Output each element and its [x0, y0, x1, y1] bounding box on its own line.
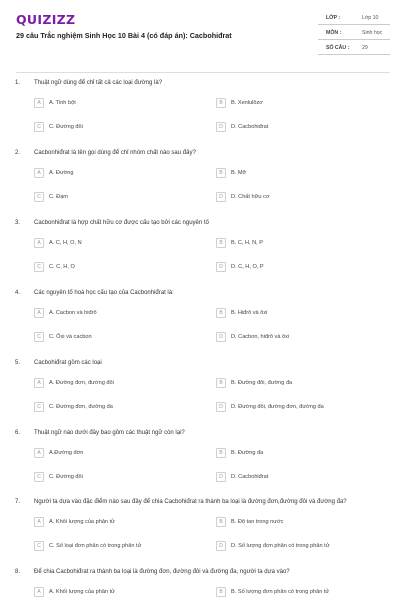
option-letter-box: D — [216, 192, 226, 202]
option-letter-box: C — [34, 472, 44, 482]
info-value: Sinh học — [362, 30, 383, 36]
option-b[interactable] — [216, 587, 366, 597]
option-text: C. Đường đôi — [49, 474, 83, 480]
option-letter-box: C — [34, 541, 44, 551]
option-letter-box: A — [34, 308, 44, 318]
question-number: 2. — [15, 150, 21, 156]
option-d[interactable] — [216, 472, 366, 482]
option-a[interactable] — [34, 517, 184, 527]
option-letter-box: A — [34, 378, 44, 388]
option-letter-box: B — [216, 168, 226, 178]
option-letter-box: D — [216, 262, 226, 272]
option-letter-box: D — [216, 402, 226, 412]
option-letter-box: D — [216, 122, 226, 132]
info-label: MÔN : — [326, 30, 342, 36]
option-letter-box: C — [34, 192, 44, 202]
question-text: Để chia Cacbohiđrat ra thành ba loại là đường đơn, đường đôi và đường đa, người ta dựa vào? — [34, 569, 290, 575]
option-a[interactable] — [34, 448, 184, 458]
option-letter-box: C — [34, 402, 44, 412]
option-letter-box: D — [216, 332, 226, 342]
option-text: C. Đạm — [49, 194, 68, 200]
info-value: 29 — [362, 45, 368, 51]
question-number: 7. — [15, 499, 21, 505]
option-letter-box: B — [216, 517, 226, 527]
option-letter-box: C — [34, 262, 44, 272]
option-text: A. Khối lượng của phân tử — [49, 589, 115, 595]
option-text: A. C, H, O, N — [49, 240, 82, 246]
info-row-class — [318, 10, 390, 25]
option-text: B. Xenlulôzơ — [231, 100, 263, 106]
info-value: Lớp 10 — [362, 15, 379, 21]
option-text: A. Đường — [49, 170, 74, 176]
option-text: A. Tinh bột — [49, 100, 76, 106]
option-c[interactable] — [34, 262, 184, 272]
option-text: C. C, H, O — [49, 264, 75, 270]
option-a[interactable] — [34, 168, 184, 178]
option-text: D. Cacbohiđrat — [231, 124, 269, 130]
option-text: D. Đường đôi, đường đơn, đường đa — [231, 404, 324, 410]
option-d[interactable] — [216, 192, 366, 202]
quizizz-logo: QUIZIZZ — [16, 12, 76, 27]
option-letter-box: A — [34, 98, 44, 108]
option-c[interactable] — [34, 192, 184, 202]
question-text: Thuật ngữ nào dưới đây bao gồm các thuật ngữ còn lại? — [34, 430, 185, 436]
question-number: 4. — [15, 290, 21, 296]
option-text: A. Đường đơn, đường đôi — [49, 380, 114, 386]
question-text: Cacbohiđrat gồm các loại — [34, 360, 102, 366]
option-c[interactable] — [34, 402, 184, 412]
question-text: Cacbonhiđrat là hợp chất hữu cơ được cấu tạo bởi các nguyên tố — [34, 220, 209, 226]
option-a[interactable] — [34, 98, 184, 108]
option-letter-box: B — [216, 587, 226, 597]
info-label: SỐ CÂU : — [326, 45, 350, 51]
question-text: Cacbonhiđrat là tên gọi dùng để chỉ nhóm chất nào sau đây? — [34, 150, 196, 156]
option-text: D. C, H, O, P — [231, 264, 264, 270]
option-b[interactable] — [216, 238, 366, 248]
option-text: C. Đường đơn, đường đa — [49, 404, 113, 410]
option-letter-box: B — [216, 308, 226, 318]
question-number: 3. — [15, 220, 21, 226]
question-text: Thuật ngữ dùng để chỉ tất cả các loại đường là? — [34, 80, 163, 86]
option-letter-box: B — [216, 238, 226, 248]
option-d[interactable] — [216, 541, 366, 551]
info-row-subject — [318, 25, 390, 40]
option-letter-box: B — [216, 448, 226, 458]
option-text: C. Đường đôi — [49, 124, 83, 130]
option-b[interactable] — [216, 308, 366, 318]
option-text: C. Số loại đơn phân có trong phân tử — [49, 543, 142, 549]
option-text: A. Khối lượng của phân tử — [49, 519, 115, 525]
question-text: Người ta dựa vào đặc điểm nào sau đây để chia Cacbohiđrat ra thành ba loại là đường đơn,đường đôi và đường đa? — [34, 499, 347, 505]
question-number: 5. — [15, 360, 21, 366]
option-letter-box: A — [34, 517, 44, 527]
option-letter-box: C — [34, 122, 44, 132]
option-a[interactable] — [34, 378, 184, 388]
option-c[interactable] — [34, 122, 184, 132]
option-text: A. Cacbon và hiđrô — [49, 310, 97, 316]
option-letter-box: D — [216, 541, 226, 551]
option-letter-box: A — [34, 587, 44, 597]
option-text: D. Cacbohiđrat — [231, 474, 269, 480]
option-letter-box: C — [34, 332, 44, 342]
option-text: D. Số lượng đơn phân có trong phân tử — [231, 543, 330, 549]
option-a[interactable] — [34, 587, 184, 597]
option-text: C. Ôxi và cacbon — [49, 334, 92, 340]
option-a[interactable] — [34, 308, 184, 318]
option-letter-box: A — [34, 448, 44, 458]
option-d[interactable] — [216, 122, 366, 132]
option-letter-box: B — [216, 98, 226, 108]
option-text: B. Đường đa — [231, 450, 264, 456]
option-d[interactable] — [216, 332, 366, 342]
question-text: Các nguyên tố hoá học cấu tạo của Cacbonhiđrat là: — [34, 290, 174, 296]
option-letter-box: A — [34, 168, 44, 178]
option-text: B. Mỡ — [231, 170, 247, 176]
option-b[interactable] — [216, 98, 366, 108]
question-number: 6. — [15, 430, 21, 436]
option-text: A.Đường đơn — [49, 450, 84, 456]
option-d[interactable] — [216, 402, 366, 412]
question-number: 8. — [15, 569, 21, 575]
option-c[interactable] — [34, 472, 184, 482]
worksheet-header — [0, 0, 400, 78]
option-a[interactable] — [34, 238, 184, 248]
option-d[interactable] — [216, 262, 366, 272]
option-text: B. Độ tan trong nước — [231, 519, 284, 525]
option-text: D. Chất hữu cơ — [231, 194, 270, 200]
info-label: LỚP : — [326, 15, 341, 21]
header-divider — [16, 72, 390, 73]
option-b[interactable] — [216, 517, 366, 527]
option-b[interactable] — [216, 168, 366, 178]
page-title: 29 câu Trắc nghiệm Sinh Học 10 Bài 4 (có đáp án): Cacbohiđrat — [16, 31, 232, 40]
info-row-count — [318, 40, 390, 55]
option-b[interactable] — [216, 378, 366, 388]
option-letter-box: B — [216, 378, 226, 388]
option-c[interactable] — [34, 332, 184, 342]
option-text: B. Đường đôi, đường đa — [231, 380, 293, 386]
option-text: B. Số lượng đơn phân có trong phân tử — [231, 589, 330, 595]
question-number: 1. — [15, 80, 21, 86]
option-c[interactable] — [34, 541, 184, 551]
info-box — [318, 10, 390, 55]
option-b[interactable] — [216, 448, 366, 458]
option-text: D. Cacbon, hiđrô và ôxi — [231, 334, 290, 340]
option-letter-box: D — [216, 472, 226, 482]
option-text: B. Hiđrô và ôxi — [231, 310, 268, 316]
option-text: B. C, H, N, P — [231, 240, 264, 246]
option-letter-box: A — [34, 238, 44, 248]
